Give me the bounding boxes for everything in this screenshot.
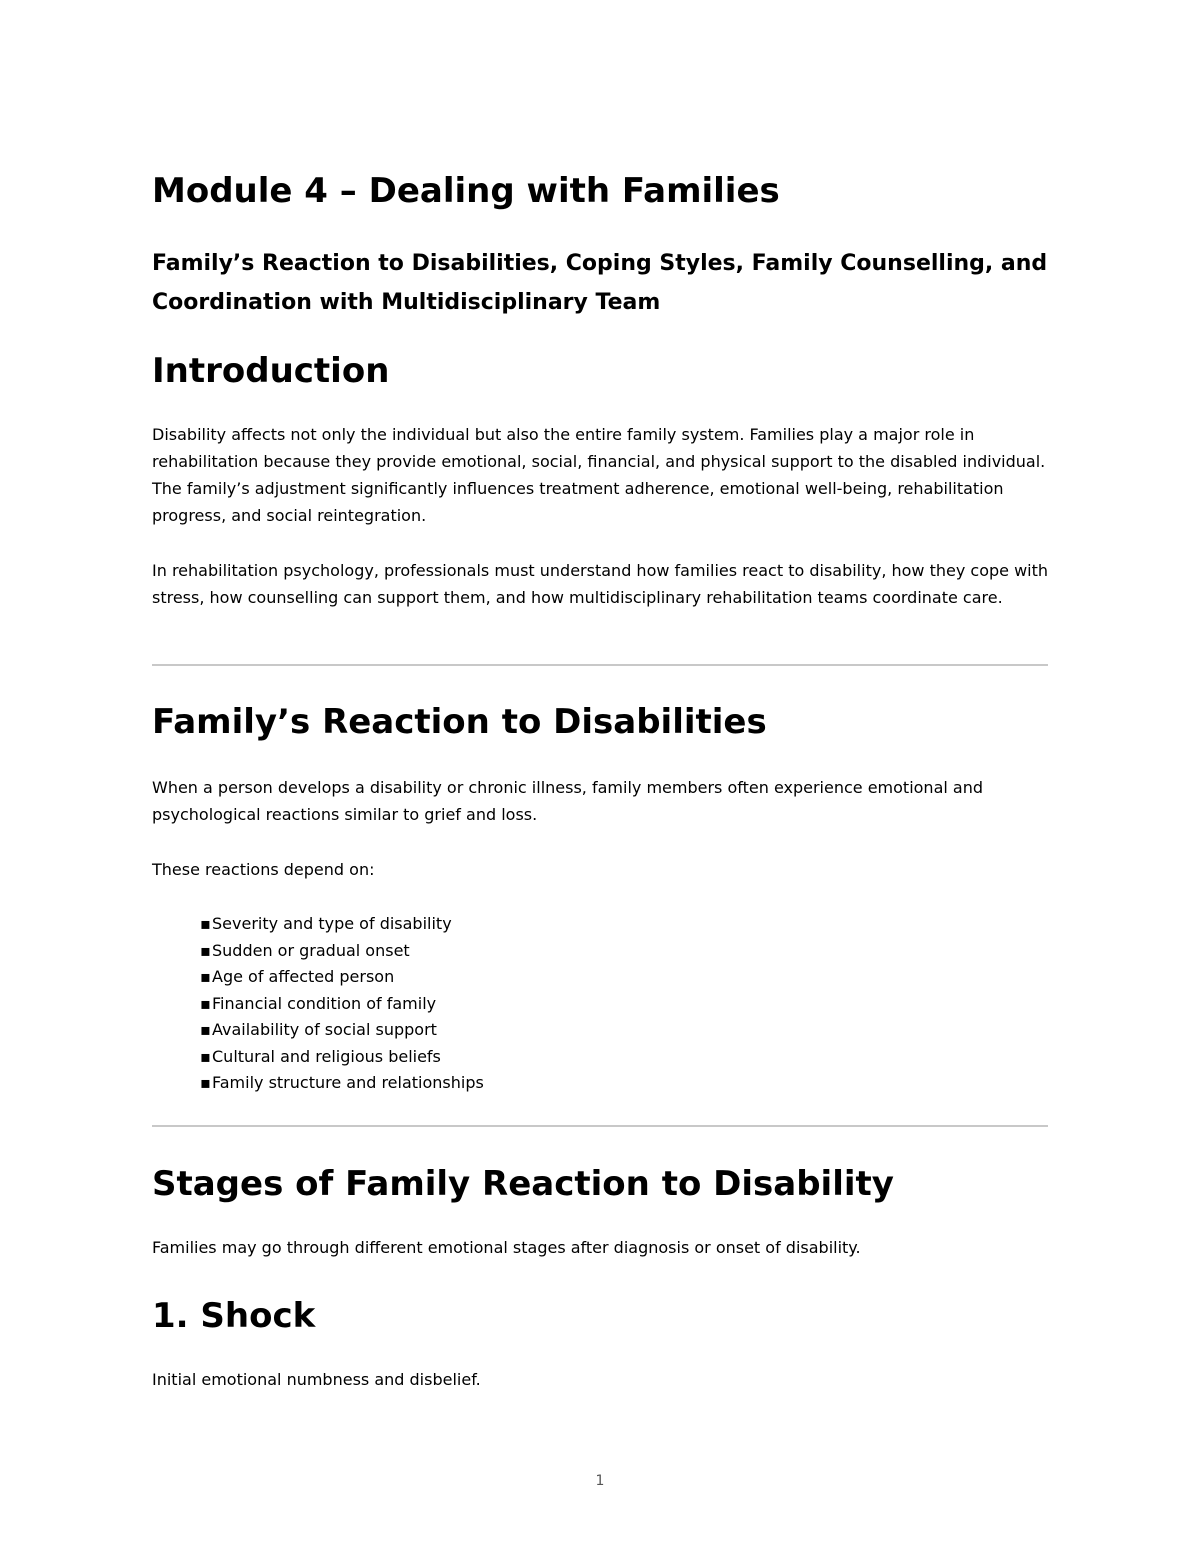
- document-title: Module 4 – Dealing with Families: [152, 171, 780, 211]
- list-item: [200, 938, 484, 965]
- list-item-text: Sudden or gradual onset: [212, 940, 410, 960]
- section-divider: [152, 1125, 1048, 1127]
- bullet-icon: ▪: [200, 1046, 211, 1066]
- list-item: [200, 1017, 484, 1044]
- stage-1-paragraph: Initial emotional numbness and disbelief.: [152, 1370, 481, 1389]
- list-item: [200, 1044, 484, 1071]
- bullet-icon: ▪: [200, 1020, 211, 1039]
- reaction-paragraph-1: When a person develops a disability or chronic illness, family members often experience emotional and psychological reactions similar to grief and loss.: [152, 778, 984, 824]
- introduction-paragraph-2: In rehabilitation psychology, professionals must understand how families react to disability, how they cope with stress, how counselling can support them, and how multidisciplinary rehabilitation teams coordinate care.: [152, 561, 1049, 607]
- stages-paragraph: Families may go through different emotional stages after diagnosis or onset of disability.: [152, 1238, 861, 1257]
- introduction-heading: Introduction: [152, 351, 390, 391]
- document-subtitle: Family’s Reaction to Disabilities, Coping Styles, Family Counselling, and Coordination with Multidisciplinary Team: [152, 251, 1048, 315]
- list-item-text: Severity and type of disability: [212, 914, 452, 933]
- list-item: [200, 964, 484, 991]
- introduction-paragraph-1: Disability affects not only the individual but also the entire family system. Families play a major role in rehabilitation because they provide emotional, social, financial, and physical support to the disabled individual. The family’s adjustment significantly influences treatment adherence, emotional well-being, rehabilitation progress, and social reintegration.: [152, 425, 1046, 525]
- bullet-icon: ▪: [200, 940, 211, 960]
- page-number: 1: [595, 1473, 605, 1489]
- bullet-icon: ▪: [200, 914, 211, 933]
- list-item-text: Financial condition of family: [212, 993, 437, 1013]
- stages-heading: Stages of Family Reaction to Disability: [152, 1164, 894, 1204]
- list-item: [200, 911, 484, 938]
- bullet-icon: ▪: [200, 1073, 211, 1092]
- list-item-text: Cultural and religious beliefs: [212, 1046, 441, 1066]
- list-item-text: Age of affected person: [212, 967, 395, 986]
- list-item-text: Availability of social support: [212, 1020, 437, 1039]
- reaction-heading: Family’s Reaction to Disabilities: [152, 702, 767, 742]
- bullet-icon: ▪: [200, 993, 211, 1013]
- list-item: [200, 991, 484, 1018]
- stage-1-heading: 1. Shock: [152, 1296, 316, 1336]
- list-item-text: Family structure and relationships: [212, 1073, 484, 1092]
- list-item: [200, 1070, 484, 1097]
- section-divider: [152, 664, 1048, 666]
- bullet-icon: ▪: [200, 967, 211, 986]
- reaction-factors-list: [200, 911, 484, 1097]
- reaction-paragraph-2: These reactions depend on:: [152, 860, 375, 879]
